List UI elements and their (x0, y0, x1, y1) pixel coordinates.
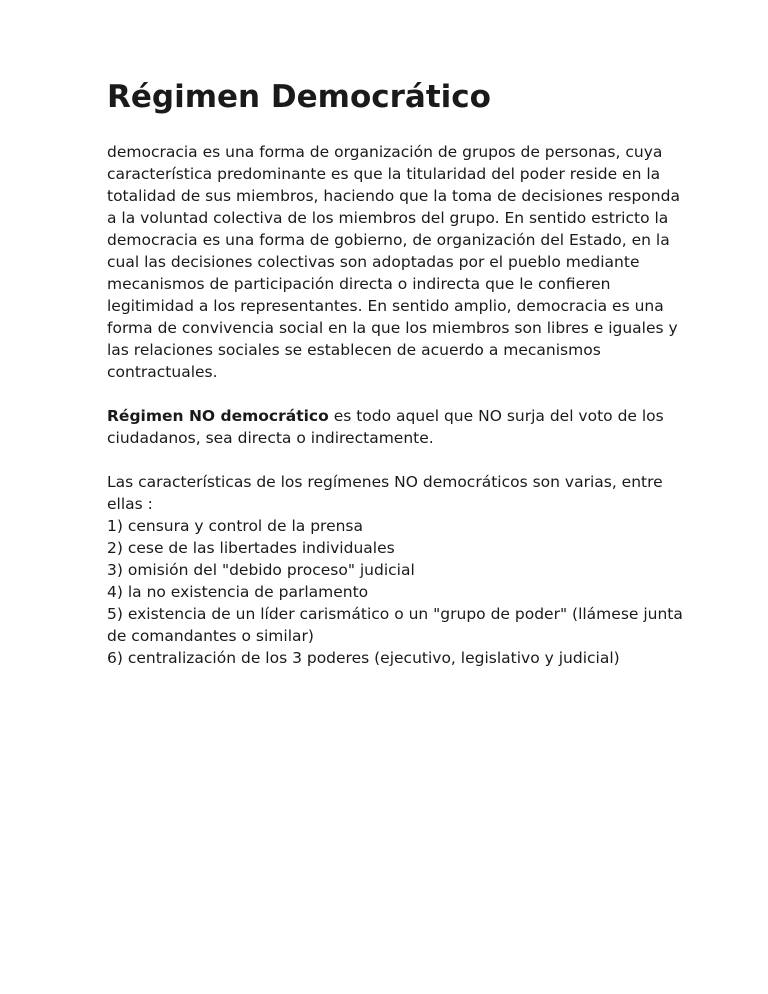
document-page (107, 79, 687, 669)
characteristics-intro: Las características de los regímenes NO democráticos son varias, entre ellas : (107, 473, 663, 513)
non-democratic-definition: es todo aquel que NO surja del voto de los ciudadanos, sea directa o indirectamente. (107, 407, 664, 447)
list-item: 5) existencia de un líder carismático o un "grupo de poder" (llámese junta de comandantes o similar) (107, 605, 683, 645)
spacer (107, 449, 687, 471)
characteristics-list (107, 515, 687, 669)
list-item: 2) cese de las libertades individuales (107, 539, 395, 557)
spacer (107, 383, 687, 405)
list-item: 1) censura y control de la prensa (107, 517, 364, 535)
non-democratic-term: Régimen NO democrático (107, 407, 329, 425)
document-title: Régimen Democrático (107, 79, 491, 115)
list-item: 6) centralización de los 3 poderes (ejecutivo, legislativo y judicial) (107, 649, 620, 667)
non-democratic-paragraph (107, 405, 687, 449)
democracy-paragraph: democracia es una forma de organización de grupos de personas, cuya característica predominante es que la titularidad del poder reside en la totalidad de sus miembros, haciendo que la toma de decisiones responda a la voluntad colectiva de los miembros del grupo. En sentido estricto la democracia es una forma de gobierno, de organización del Estado, en la cual las decisiones colectivas son adoptadas por el pueblo mediante mecanismos de participación directa o indirecta que le confieren legitimidad a los representantes. En sentido amplio, democracia es una forma de convivencia social en la que los miembros son libres e iguales y las relaciones sociales se establecen de acuerdo a mecanismos contractuales. (107, 143, 680, 381)
list-item: 3) omisión del "debido proceso" judicial (107, 561, 415, 579)
list-item: 4) la no existencia de parlamento (107, 583, 369, 601)
